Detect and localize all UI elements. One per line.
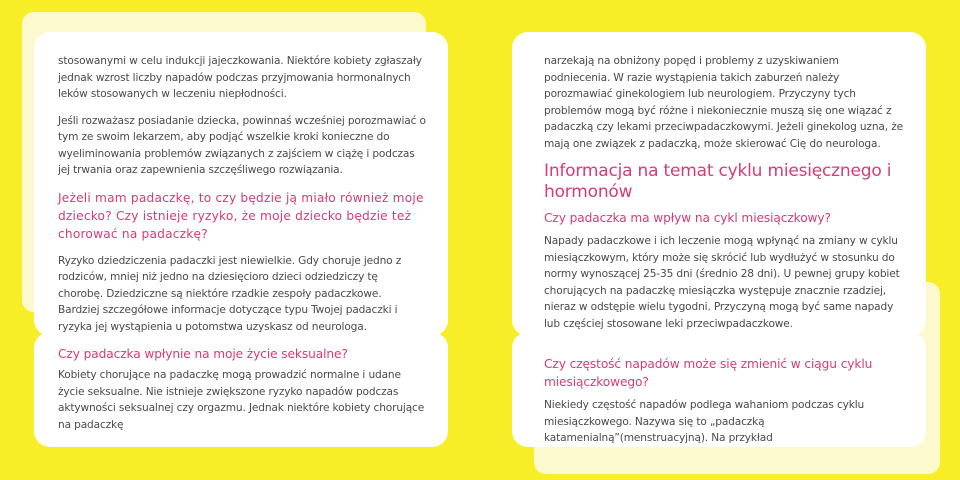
paragraph: Niekiedy częstość napadów podlega wahaniom podczas cyklu miesiączkowego. Nazywa się to „padaczką katamenialną”(menstruacyjną). Na przykład: [544, 399, 865, 444]
paragraph: Napady padaczkowe i ich leczenie mogą wpłynąć na zmiany w cyklu miesiączkowym, który może się skrócić lub wydłużyć w stosunku do normy wynoszącej 25-35 dni (średnio 28 dni). U pewnej grupy kobiet chorujących na padaczkę miesiączka występuje znacznie rzadziej, nieraz w odstępie wielu tygodni. Przyczyną mogą być same napady lub częściej stosowane leki przeciwpadaczkowe.: [544, 235, 900, 330]
right-bottom-card: [512, 332, 926, 447]
paragraph: Kobiety chorujące na padaczkę mogą prowadzić normalne i udane życie seksualne. Nie istnieje zwiększone ryzyko napadów podczas aktywności seksualnej czy orgazmu. Jednak niektóre kobiety chorujące na padaczkę: [58, 369, 425, 431]
question-heading: Czy padaczka ma wpływ na cykl miesiączkowy?: [544, 211, 831, 225]
right-top-card: [512, 32, 926, 336]
paragraph: stosowanymi w celu indukcji jajeczkowania. Niektóre kobiety zgłaszały jednak wzrost liczby napadów podczas przyjmowania hormonalnych leków stosowanych w leczeniu niepłodności.: [58, 55, 422, 100]
paragraph: narzekają na obniżony popęd i problemy z uzyskiwaniem podniecenia. W razie wystąpienia takich zaburzeń należy porozmawiać ginekologiem lub neurologiem. Przyczyny tych problemów mogą być różne i niekoniecznie muszą się one wiązać z padaczką czy lekami przeciwpadaczkowymi. Jeżeli ginekolog uzna, że mają one związek z padaczką, może skierować Cię do neurologa.: [544, 55, 903, 150]
paragraph: Jeśli rozważasz posiadanie dziecka, powinnaś wcześniej porozmawiać o tym ze swoim lekarzem, aby podjąć wszelkie kroki konieczne do wyeliminowania problemów związanych z zajściem w ciążę i podczas jej trwania oraz zapewnienia szczęśliwego rozwiązania.: [58, 114, 426, 176]
paragraph: Ryzyko dziedziczenia padaczki jest niewielkie. Gdy choruje jedno z rodziców, mniej niż jedno na dziesięcioro dzieci odziedziczy tę chorobę. Dziedziczne są niektóre rzadkie zespoły padaczkowe. Bardziej szczegółowe informacje dotyczące typu Twojej padaczki i ryzyka jej wystąpienia u potomstwa uzyskasz od neurologa.: [58, 254, 402, 333]
question-heading: Czy padaczka wpłynie na moje życie seksualne?: [58, 347, 348, 361]
question-heading: Czy częstość napadów może się zmienić w ciągu cyklu miesiączkowego?: [544, 357, 873, 389]
section-title: Informacja na temat cyklu miesięcznego i hormonów: [544, 161, 892, 202]
left-top-card: [34, 32, 448, 336]
left-bottom-card: [34, 332, 448, 447]
question-heading: Jeżeli mam padaczkę, to czy będzie ją miało również moje dziecko? Czy istnieje ryzyko, że moje dziecko będzie też chorować na padaczkę?: [58, 190, 424, 241]
